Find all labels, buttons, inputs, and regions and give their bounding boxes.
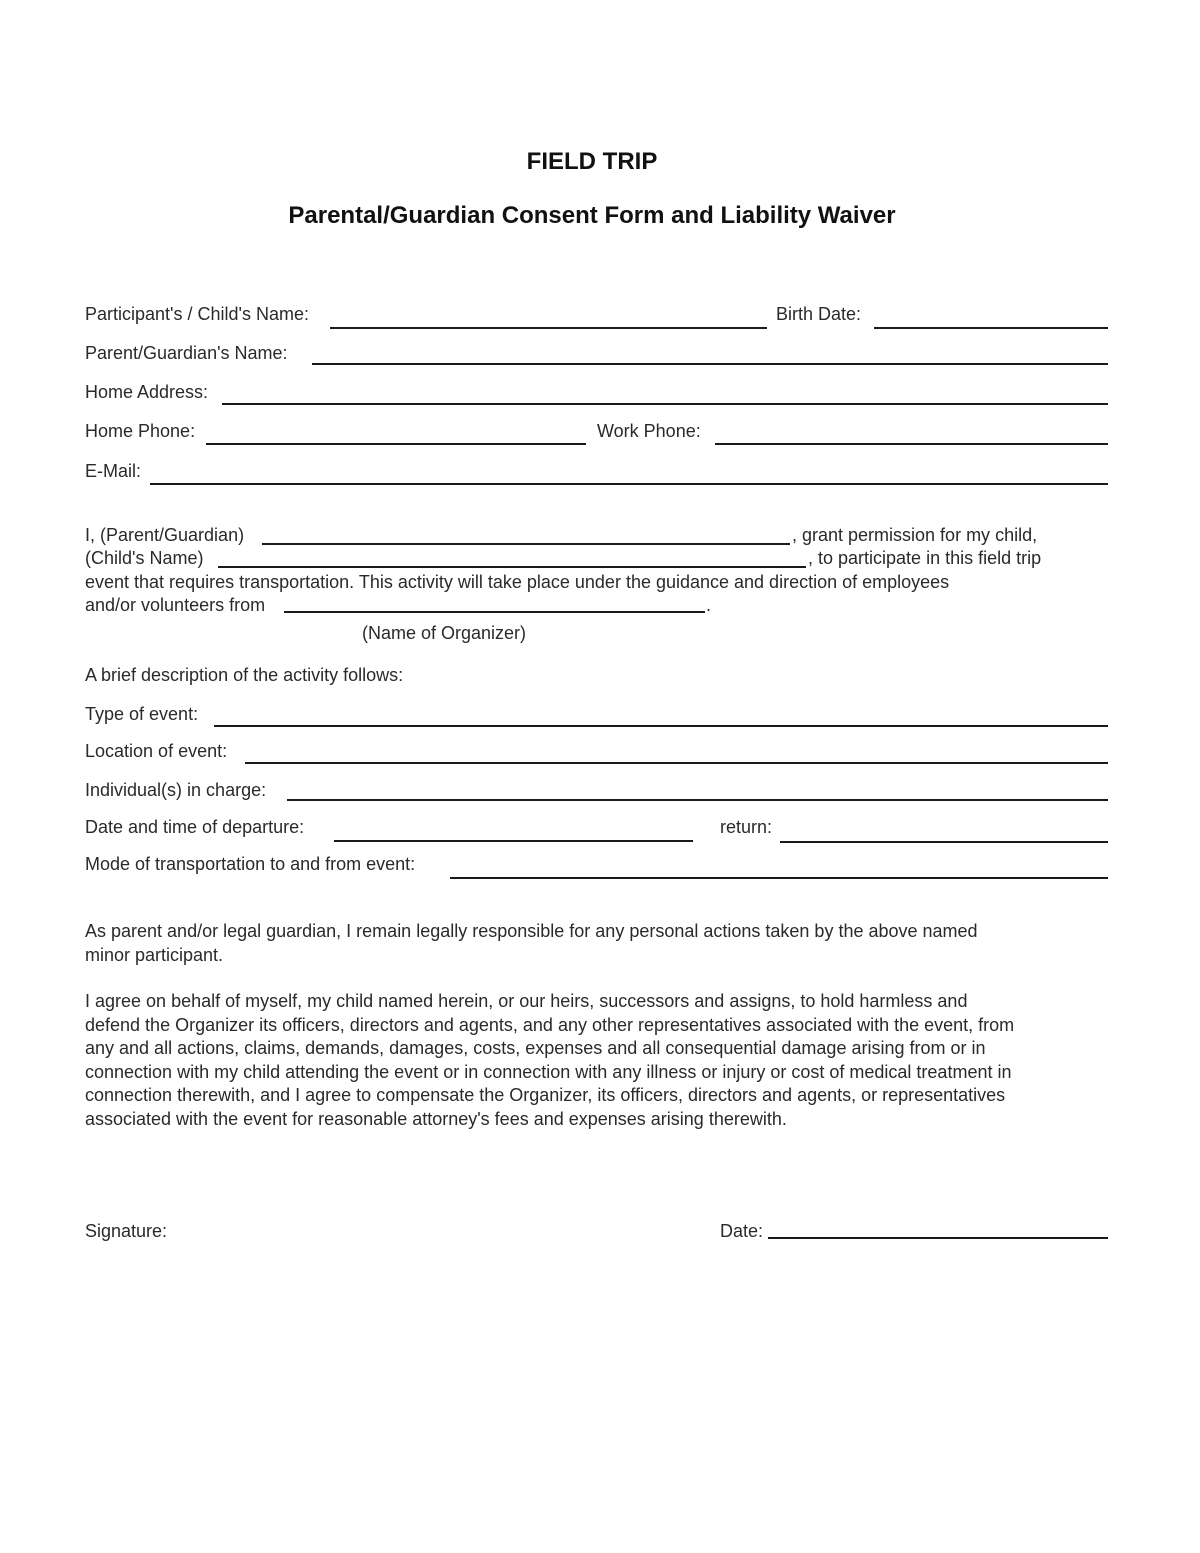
waiver-line: associated with the event for reasonable attorney's fees and expenses arising therewith. [85,1108,787,1129]
in-charge-label: Individual(s) in charge: [85,780,267,800]
departure-label: Date and time of departure: [85,817,305,837]
responsibility-line: minor participant. [85,944,224,965]
consent-organizer-prefix: and/or volunteers from [85,595,266,615]
consent-child-suffix: , to participate in this field trip [808,548,1042,568]
event-location-field[interactable] [245,762,1108,764]
home-phone-label: Home Phone: [85,421,196,441]
waiver-line: defend the Organizer its officers, directors and agents, and any other representatives associated with the event, from [85,1014,1015,1035]
signature-label: Signature: [85,1221,168,1241]
email-field[interactable] [150,483,1108,485]
waiver-line: connection therewith, and I agree to compensate the Organizer, its officers, directors and agents, or representatives [85,1085,1006,1105]
home-address-label: Home Address: [85,382,209,402]
waiver-line: I agree on behalf of myself, my child named herein, or our heirs, successors and assigns, to hold harmless and [85,991,968,1011]
date-field[interactable] [768,1237,1108,1239]
consent-parent-prefix: I, (Parent/Guardian) [85,525,245,545]
parent-name-field[interactable] [312,363,1108,365]
form-subtitle: Parental/Guardian Consent Form and Liability Waiver [288,202,896,229]
organizer-caption: (Name of Organizer) [362,623,527,643]
consent-statement-line: event that requires transportation. This activity will take place under the guidance and direction of employees [85,572,950,592]
transport-label: Mode of transportation to and from event: [85,854,416,874]
waiver-paragraph [85,990,1115,1131]
email-label: E-Mail: [85,461,142,481]
responsibility-line: As parent and/or legal guardian, I remain legally responsible for any personal actions taken by the above named [85,921,978,941]
consent-child-prefix: (Child's Name) [85,548,204,568]
transport-field[interactable] [450,877,1108,879]
waiver-line: connection with my child attending the event or in connection with any illness or injury or cost of medical treatment in [85,1061,1012,1082]
parent-name-label: Parent/Guardian's Name: [85,343,288,363]
waiver-line: any and all actions, claims, demands, damages, costs, expenses and all consequential damage arising from or in [85,1038,986,1058]
home-address-field[interactable] [222,403,1108,405]
signature-field[interactable] [180,1215,700,1243]
work-phone-field[interactable] [715,443,1108,445]
event-location-label: Location of event: [85,741,228,761]
in-charge-field[interactable] [287,799,1108,801]
consent-organizer-suffix: . [706,595,712,615]
child-name-label: Participant's / Child's Name: [85,304,309,324]
return-label: return: [720,817,773,837]
home-phone-field[interactable] [206,443,586,445]
organizer-field[interactable] [284,611,705,613]
departure-field[interactable] [334,840,693,842]
activity-intro: A brief description of the activity follows: [85,665,404,685]
birth-date-field[interactable] [874,327,1108,329]
form-title: FIELD TRIP [526,148,658,175]
work-phone-label: Work Phone: [597,421,701,441]
date-label: Date: [720,1221,764,1241]
return-field[interactable] [780,841,1108,843]
birth-date-label: Birth Date: [776,304,862,324]
event-type-field[interactable] [214,725,1108,727]
consent-parent-field[interactable] [262,543,790,545]
event-type-label: Type of event: [85,704,199,724]
child-name-field[interactable] [330,327,767,329]
consent-parent-suffix: , grant permission for my child, [792,525,1038,545]
responsibility-paragraph [85,920,1115,967]
consent-child-field[interactable] [218,566,806,568]
